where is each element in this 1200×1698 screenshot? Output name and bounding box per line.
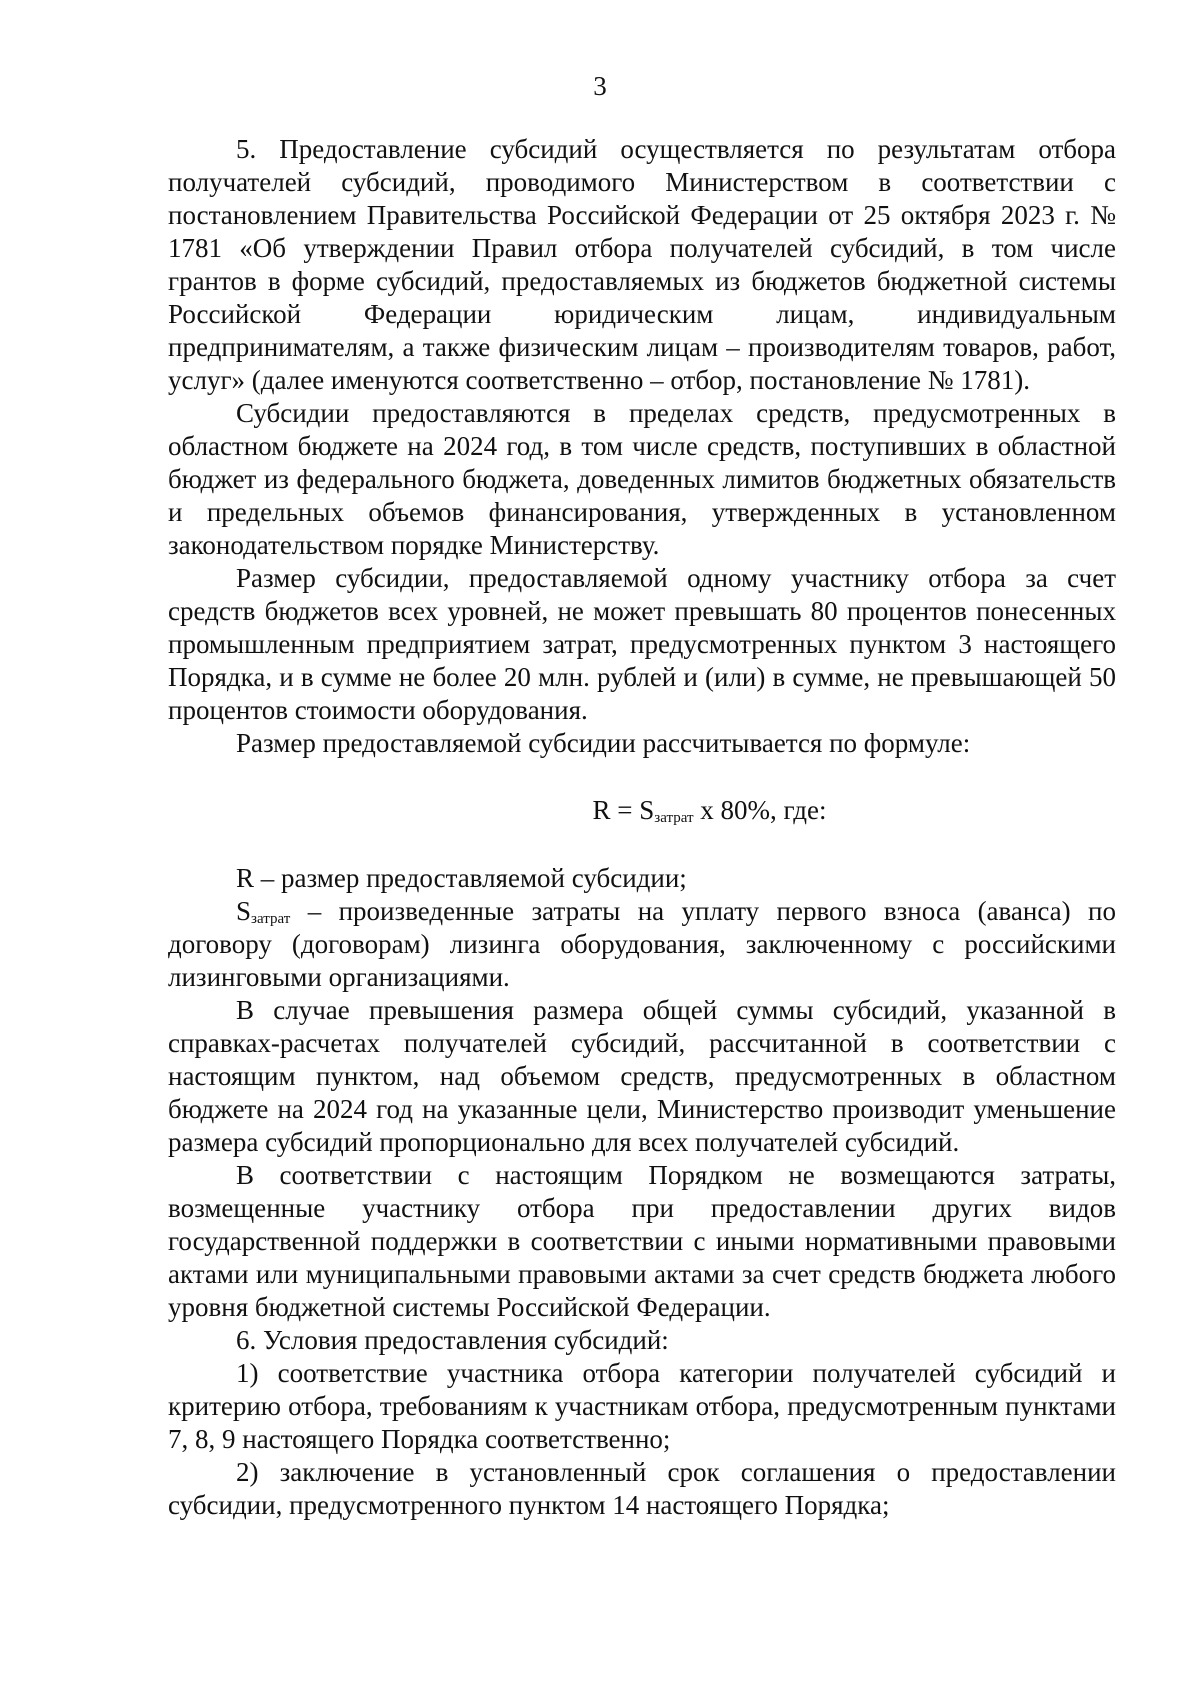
condition-2: 2) заключение в установленный срок соглашения о предоставлении субсидии, предусмотренного пунктом 14 настоящего Порядка;	[168, 1457, 1116, 1520]
paragraph-not-reimbursed: В соответствии с настоящим Порядком не возмещаются затраты, возмещенные участнику отбора при предоставлении других видов государственной поддержки в соответствии с иными нормативными правовыми актами или муниципальными правовыми актами за счет средств бюджета любого уровня бюджетной системы Российской Федерации.	[168, 1160, 1116, 1322]
formula-left: R = S	[592, 795, 655, 825]
condition-1: 1) соответствие участника отбора категории получателей субсидий и критерию отбора, требованиям к участникам отбора, предусмотренным пунктами 7, 8, 9 настоящего Порядка соответственно;	[168, 1358, 1116, 1454]
paragraph-formula-intro: Размер предоставляемой субсидии рассчитывается по формуле:	[236, 728, 971, 758]
definition-s-subscript: затрат	[251, 911, 291, 927]
formula-right: х 80%, где:	[693, 795, 827, 825]
page-number: 3	[593, 71, 607, 101]
definition-s	[168, 895, 1116, 994]
paragraph-subsidy-size: Размер субсидии, предоставляемой одному участнику отбора за счет средств бюджетов всех уровней, не может превышать 80 процентов понесенных промышленным предприятием затрат, предусмотренных пунктом 3 настоящего Порядка, и в сумме не более 20 млн. рублей и (или) в сумме, не превышающей 50 процентов стоимости оборудования.	[168, 563, 1116, 725]
document-body	[168, 133, 1116, 1522]
definition-s-symbol: S	[236, 896, 252, 926]
paragraph-6: 6. Условия предоставления субсидий:	[236, 1325, 669, 1355]
paragraph-excess: В случае превышения размера общей суммы субсидий, указанной в справках-расчетах получателей субсидий, рассчитанной в соответствии с настоящим пунктом, над объемом средств, предусмотренных в областном бюджете на 2024 год на указанные цели, Министерство производит уменьшение размера субсидий пропорционально для всех получателей субсидий.	[168, 995, 1116, 1157]
formula-subscript: затрат	[654, 810, 694, 826]
subsidy-formula	[168, 794, 1116, 827]
paragraph-5: 5. Предоставление субсидий осуществляется по результатам отбора получателей субсидий, проводимого Министерством в соответствии с постановлением Правительства Российской Федерации от 25 октября 2023 г. № 1781 «Об утверждении Правил отбора получателей субсидий, в том числе грантов в форме субсидий, предоставляемых из бюджетов бюджетной системы Российской Федерации юридическим лицам, индивидуальным предпринимателям, а также физическим лицам – производителям товаров, работ, услуг» (далее именуются соответственно – отбор, постановление № 1781).	[168, 134, 1116, 395]
definition-r: R – размер предоставляемой субсидии;	[236, 863, 687, 893]
definition-s-text: – произведенные затраты на уплату первого взноса (аванса) по договору (договорам) лизинга оборудования, заключенному с российскими лизинговыми организациями.	[168, 896, 1116, 992]
paragraph-subsidy-limits: Субсидии предоставляются в пределах средств, предусмотренных в областном бюджете на 2024 год, в том числе средств, поступивших в областной бюджет из федерального бюджета, доведенных лимитов бюджетных обязательств и предельных объемов финансирования, утвержденных в установленном законодательством порядке Министерству.	[168, 398, 1116, 560]
